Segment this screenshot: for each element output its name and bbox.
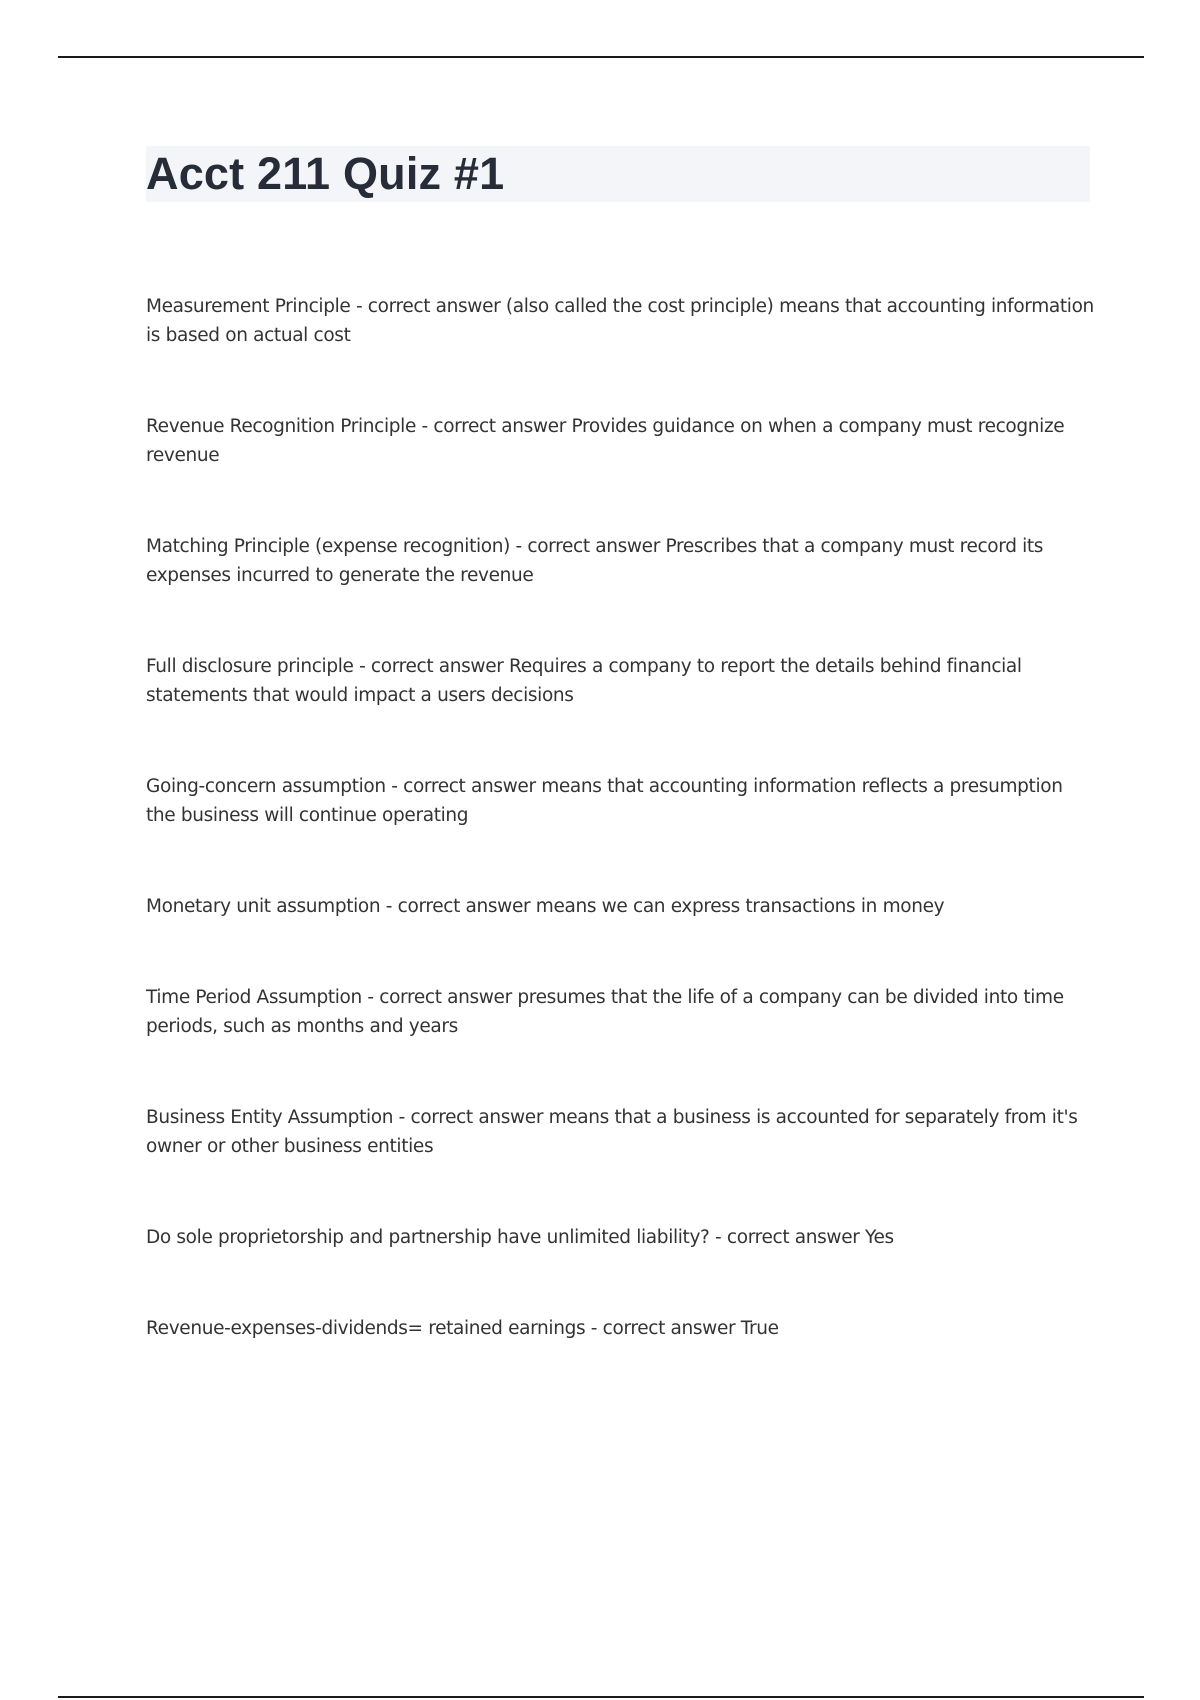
qa-item: Going-concern assumption - correct answer means that accounting information reflects a presumption the business will continue operating: [146, 776, 1063, 826]
page-title: Acct 211 Quiz #1: [146, 148, 505, 199]
qa-item: Measurement Principle - correct answer (also called the cost principle) means that accounting information is based on actual cost: [146, 296, 1094, 346]
qa-item: Monetary unit assumption - correct answer means we can express transactions in money: [146, 896, 945, 917]
qa-item: Business Entity Assumption - correct answer means that a business is accounted for separately from it's owner or other business entities: [146, 1107, 1078, 1157]
footer-rule: [58, 1696, 1144, 1698]
qa-item: Time Period Assumption - correct answer presumes that the life of a company can be divided into time periods, such as months and years: [146, 987, 1064, 1037]
qa-item: Do sole proprietorship and partnership have unlimited liability? - correct answer Yes: [146, 1227, 894, 1248]
qa-item: Full disclosure principle - correct answer Requires a company to report the details behind financial statements that would impact a users decisions: [146, 656, 1022, 706]
qa-item: Matching Principle (expense recognition) - correct answer Prescribes that a company must record its expenses incurred to generate the revenue: [146, 536, 1044, 586]
header-rule: [58, 56, 1144, 58]
qa-list: [146, 292, 1096, 1405]
qa-item: Revenue-expenses-dividends= retained earnings - correct answer True: [146, 1318, 779, 1339]
qa-item: Revenue Recognition Principle - correct answer Provides guidance on when a company must recognize revenue: [146, 416, 1065, 466]
